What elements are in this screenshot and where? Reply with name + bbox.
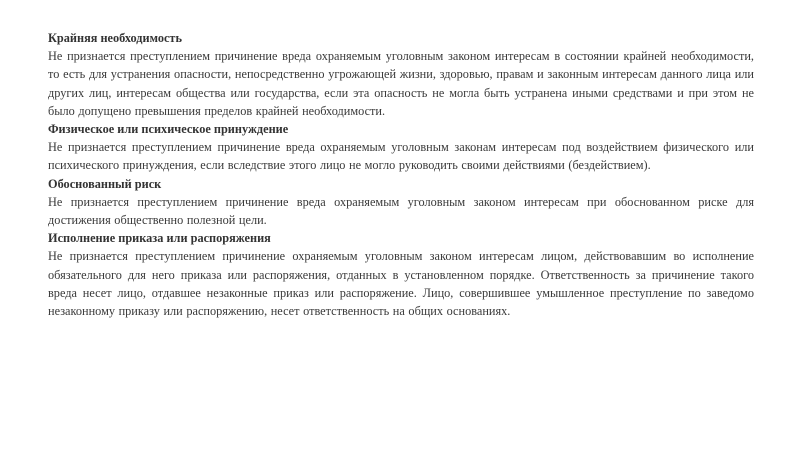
section-order-execution bbox=[48, 229, 754, 320]
document-body bbox=[48, 29, 754, 320]
section-heading: Крайняя необходимость bbox=[48, 31, 182, 45]
section-paragraph: Не признается преступлением причинение вреда охраняемым уголовным законам интересам под воздействием физического или психического принуждения, если вследствие этого лицо не могло руководить своими действиями (бездействием). bbox=[48, 140, 754, 173]
section-heading: Исполнение приказа или распоряжения bbox=[48, 231, 271, 246]
section-extreme-necessity bbox=[48, 29, 754, 120]
section-paragraph: Не признается преступлением причинение вреда охраняемым уголовным законом интересам при обоснованном риске для достижения общественно полезной цели. bbox=[48, 194, 754, 228]
section-coercion bbox=[48, 120, 754, 175]
section-heading: Обоснованный риск bbox=[48, 176, 162, 191]
section-paragraph: Не признается преступлением причинение охраняемым уголовным законом интересам лицом, действовавшим во исполнение обязательного для него приказа или распоряжения, отданных в установленном порядке. Ответственность за причинение такого вреда несет лицо, отдавшее незаконные приказ или распоряжение. Лицо, совершившее умышленное преступление по заведомо незаконному приказу или распоряжению, несет ответственность на общих основаниях. bbox=[48, 249, 754, 319]
section-heading: Физическое или психическое принуждение bbox=[48, 122, 289, 137]
section-paragraph: Не признается преступлением причинение вреда охраняемым уголовным законом интересам в состоянии крайней необходимости, то есть для устранения опасности, непосредственно угрожающей жизни, здоровью, правам и законным интересам данного лица или других лиц, интересам общества или государства, если эта опасность не могла быть устранена иными средствами и при этом не было допущено превышения пределов крайней необходимости. bbox=[48, 49, 754, 118]
section-justified-risk bbox=[48, 175, 754, 230]
